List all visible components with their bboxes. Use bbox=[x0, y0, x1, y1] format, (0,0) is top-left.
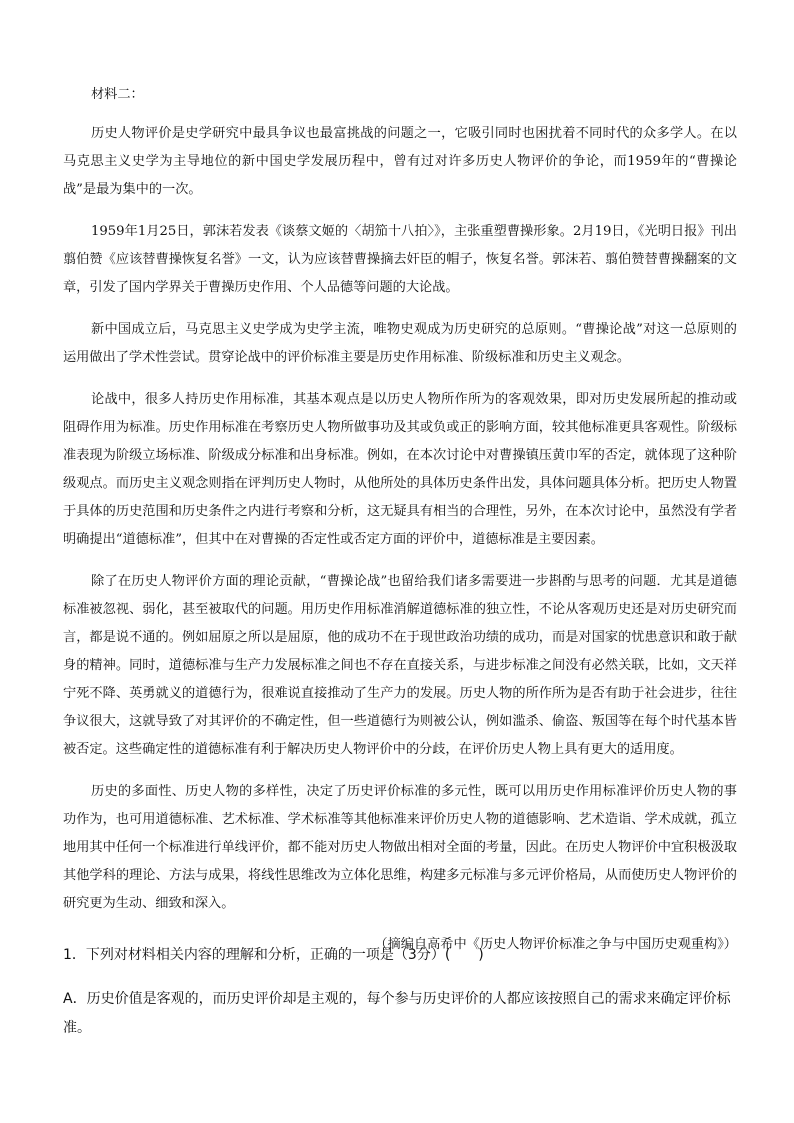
material-paragraph-1: 历史人物评价是史学研究中最具争议也最富挑战的问题之一，它吸引同时也困扰着不同时代的众多学人。在以马克思主义史学为主导地位的新中国史学发展历程中，曾有过对许多历史人物评价的争论，而1959年的“曹操论战”是最为集中的一次。 bbox=[63, 126, 737, 197]
material-paragraph-5: 除了在历史人物评价方面的理论贡献，“曹操论战”也留给我们诸多需要进一步斟酌与思考的问题．尤其是道德标准被忽视、弱化，甚至被取代的问题。用历史作用标准消解道德标准的独立性，不论从客观历史还是对历史研究而言，都是说不通的。例如屈原之所以是屈原，他的成功不在于现世政治功绩的成功，而是对国家的忧患意识和敢于献身的精神。同时，道德标准与生产力发展标准之间也不存在直接关系，与进步标准之间没有必然关联，比如，文天祥宁死不降、英勇就义的道德行为，很难说直接推动了生产力的发展。历史人物的所作所为是否有助于社会进步，往往争议很大，这就导致了对其评价的不确定性，但一些道德行为则被公认，例如滥杀、偷盗、叛国等在每个时代基本皆被否定。这些确定性的道德标准有利于解决历史人物评价中的分歧，在评价历史人物上具有更大的适用度。 bbox=[63, 574, 737, 757]
material-heading: 材料二： bbox=[91, 87, 144, 102]
material-paragraph-3: 新中国成立后，马克思主义史学成为史学主流，唯物史观成为历史研究的总原则。“曹操论战”对这一总原则的运用做出了学术性尝试。贯穿论战中的评价标准主要是历史作用标准、阶级标准和历史主义观念。 bbox=[63, 322, 737, 365]
material-paragraph-2: 1959年1月25日，郭沫若发表《谈蔡文姬的〈胡笳十八拍〉》，主张重塑曹操形象。2月19日，《光明日报》刊出翦伯赞《应该替曹操恢复名誉》一文，认为应该替曹操摘去奸臣的帽子，恢复名誉。郭沫若、翦伯赞替曹操翻案的文章，引发了国内学界关于曹操历史作用、个人品德等问题的大论战。 bbox=[63, 224, 737, 295]
material-paragraph-4: 论战中，很多人持历史作用标准，其基本观点是以历史人物所作所为的客观效果，即对历史发展所起的推动或阻碍作用为标准。历史作用标准在考察历史人物所做事功及其或负或正的影响方面，较其他标准更具客观性。阶级标准表现为阶级立场标准、阶级成分标准和出身标准。例如，在本次讨论中对曹操镇压黄巾军的否定，就体现了这种阶级观点。而历史主义观念则指在评判历史人物时，从他所处的具体历史条件出发，具体问题具体分析。把历史人物置于具体的历史范围和历史条件之内进行考察和分析，这无疑具有相当的合理性，另外，在本次讨论中，虽然没有学者明确提出“道德标准”，但其中在对曹操的否定性或否定方面的评价中，道德标准是主要因素。 bbox=[63, 392, 737, 547]
material-source-citation: （摘编自高希中《历史人物评价标准之争与中国历史观重构》） bbox=[374, 937, 737, 952]
question-option-a: A．历史价值是客观的，而历史评价却是主观的，每个参与历史评价的人都应该按照自己的需求来确定评价标准。 bbox=[63, 991, 731, 1036]
material-paragraph-6: 历史的多面性、历史人物的多样性，决定了历史评价标准的多元性，既可以用历史作用标准评价历史人物的事功作为，也可用道德标准、艺术标准、学术标准等其他标准来评价历史人物的道德影响、艺术造诣、学术成就，孤立地用其中任何一个标准进行单线评价，都不能对历史人物做出相对全面的考量，因此。在历史人物评价中宜积极汲取其他学科的理论、方法与成果，将线性思维改为立体化思维，构建多元标准与多元评价格局，从而使历史人物评价的研究更为生动、细致和深入。 bbox=[63, 784, 737, 911]
reading-material bbox=[63, 84, 737, 972]
question-stem: 1．下列对材料相关内容的理解和分析，正确的一项是（3分）( ) bbox=[63, 947, 484, 963]
